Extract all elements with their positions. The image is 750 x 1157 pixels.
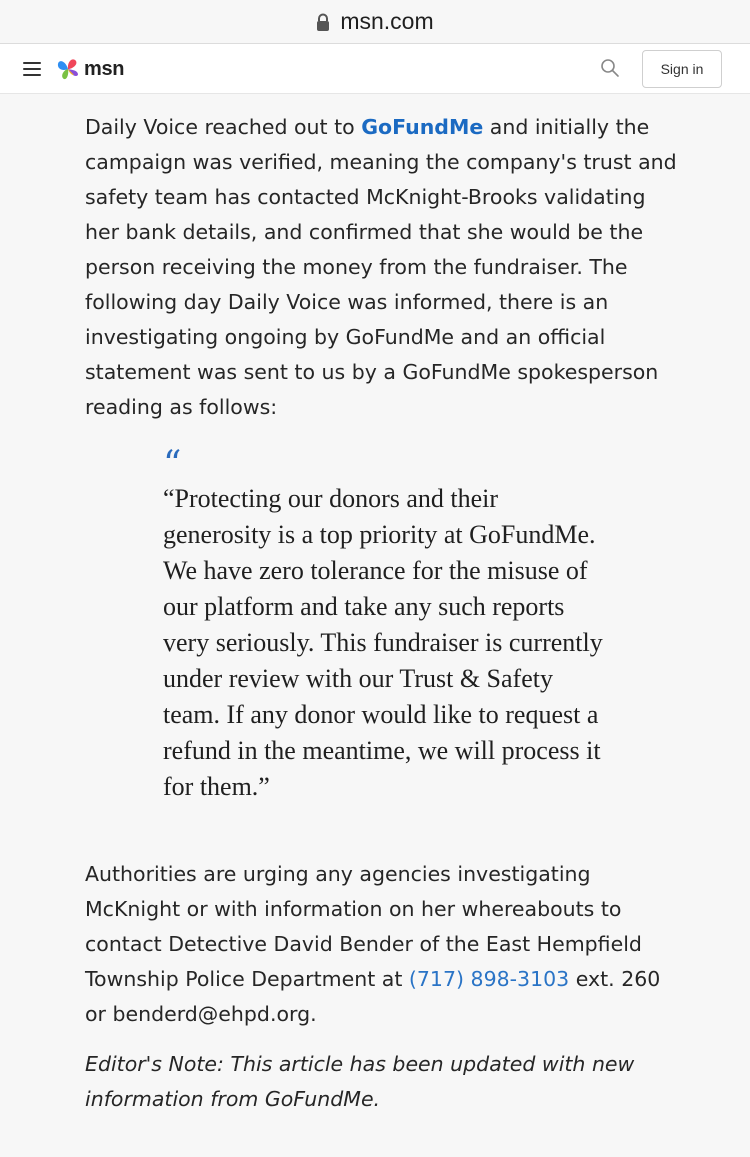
site-header xyxy=(0,44,750,94)
logo-text: msn xyxy=(84,57,125,80)
phone-link[interactable]: (717) 898-3103 xyxy=(408,967,570,991)
menu-icon[interactable] xyxy=(23,62,41,76)
url-domain: msn.com xyxy=(340,8,434,34)
quote-mark-icon: “ xyxy=(163,444,182,485)
msn-logo[interactable] xyxy=(55,54,124,84)
text-segment: Authorities are urging any agencies investigating McKnight or with information on her whereabouts to contact Detective David Bender of the East Hempfield Township Police Department at xyxy=(85,862,642,991)
paragraph-gofundme-statement xyxy=(85,110,685,425)
gofundme-link[interactable]: GoFundMe xyxy=(361,115,484,139)
paragraph-authorities xyxy=(85,857,685,1032)
pull-quote xyxy=(163,444,603,805)
editors-note: Editor's Note: This article has been updated with new information from GoFundMe. xyxy=(85,1052,635,1111)
sign-in-button[interactable]: Sign in xyxy=(642,50,722,88)
search-icon[interactable] xyxy=(600,58,620,78)
text-segment: Daily Voice reached out to xyxy=(85,115,362,139)
quote-text: “Protecting our donors and their generosity is a top priority at GoFundMe. We have zero tolerance for the misuse of our platform and take any such reports very seriously. This fundraiser is currently under review with our Trust & Safety team. If any donor would like to request a refund in the meantime, we will process it for them.” xyxy=(163,484,603,801)
article-body xyxy=(85,110,685,1117)
lock-icon xyxy=(316,13,330,31)
browser-url-bar[interactable] xyxy=(0,0,750,44)
msn-butterfly-icon xyxy=(55,55,83,83)
text-segment: and initially the campaign was verified, meaning the company's trust and safety team has contacted McKnight-Brooks validating her bank details, and confirmed that she would be the person receiving the money from the fundraiser. The following day Daily Voice was informed, there is an investigating ongoing by GoFundMe and an official statement was sent to us by a GoFundMe spokesperson reading as follows: xyxy=(85,115,677,419)
text-segment: ext. 260 or benderd@ehpd.org. xyxy=(85,967,661,1026)
